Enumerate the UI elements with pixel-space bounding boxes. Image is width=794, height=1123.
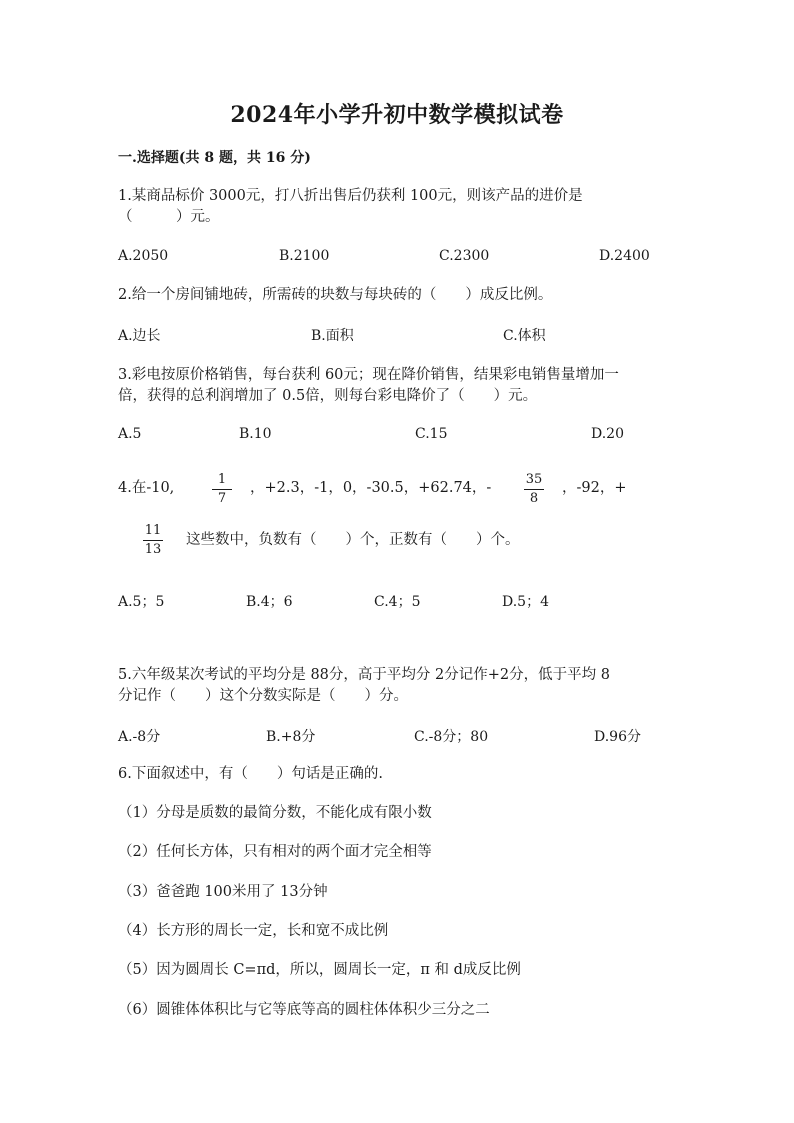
question-1-option-b: B.2100 [279, 248, 330, 264]
question-5-option-c: C.-8分；80 [414, 729, 489, 745]
question-6-statement-3: （3）爸爸跑 100米用了 13分钟 [118, 884, 328, 900]
question-4-option-d: D.5；4 [502, 594, 549, 610]
fraction-11-13 [139, 523, 167, 558]
question-2-option-c: C.体积 [503, 328, 546, 344]
fraction-1-7 [208, 472, 236, 507]
question-3-option-c: C.15 [415, 426, 448, 442]
question-1-text-cont: （ ）元。 [118, 209, 220, 225]
question-3-option-d: D.20 [591, 426, 624, 442]
question-1-text: 1.某商品标价 3000元，打八折出售后仍获利 100元，则该产品的进价是 [118, 188, 583, 204]
fraction-denominator: 7 [217, 491, 227, 506]
question-5-option-b: B.+8分 [266, 729, 316, 745]
question-1-option-d: D.2400 [599, 248, 650, 264]
fraction-numerator: 1 [217, 472, 227, 487]
question-4-text: 4.在-10, [118, 480, 175, 496]
question-1-option-a: A.2050 [118, 248, 169, 264]
question-4-text-cont: 这些数中，负数有（ ）个，正数有（ ）个。 [186, 532, 520, 548]
question-4-numbers-cont: ，-92，+ [562, 480, 627, 496]
question-6-statement-2: （2）任何长方体，只有相对的两个面才完全相等 [118, 844, 432, 860]
fraction-denominator: 13 [144, 542, 162, 557]
section-heading: 一.选择题(共 8 题，共 16 分) [118, 150, 311, 166]
question-3-option-b: B.10 [239, 426, 272, 442]
question-3-text: 3.彩电按原价格销售，每台获利 60元；现在降价销售，结果彩电销售量增加一 [118, 367, 619, 383]
question-3-text-cont: 倍，获得的总利润增加了 0.5倍，则每台彩电降价了（ ）元。 [118, 388, 538, 404]
question-4-option-c: C.4；5 [374, 594, 421, 610]
question-6-statement-5: （5）因为圆周长 C=πd，所以，圆周长一定，π 和 d成反比例 [118, 962, 521, 978]
fraction-numerator: 11 [144, 523, 162, 538]
question-4-option-b: B.4；6 [246, 594, 293, 610]
fraction-numerator: 35 [525, 472, 543, 487]
question-4-numbers: ，+2.3，-1，0，-30.5，+62.74，- [250, 480, 492, 496]
page-title: 2024年小学升初中数学模拟试卷 [230, 102, 564, 128]
question-5-text-cont: 分记作（ ）这个分数实际是（ ）分。 [118, 688, 408, 704]
question-6-statement-1: （1）分母是质数的最简分数，不能化成有限小数 [118, 805, 432, 821]
question-5-text: 5.六年级某次考试的平均分是 88分，高于平均分 2分记作+2分，低于平均 8 [118, 667, 610, 683]
question-6-statement-6: （6）圆锥体体积比与它等底等高的圆柱体体积少三分之二 [118, 1002, 490, 1018]
question-4-option-a: A.5；5 [118, 594, 165, 610]
question-2-option-a: A.边长 [118, 328, 161, 344]
question-3-option-a: A.5 [118, 426, 142, 442]
question-1-option-c: C.2300 [439, 248, 490, 264]
question-2-option-b: B.面积 [311, 328, 354, 344]
fraction-35-8 [520, 472, 548, 507]
fraction-denominator: 8 [529, 491, 539, 506]
question-6-statement-4: （4）长方形的周长一定，长和宽不成比例 [118, 923, 389, 939]
question-5-option-a: A.-8分 [118, 729, 161, 745]
question-5-option-d: D.96分 [594, 729, 641, 745]
question-2-text: 2.给一个房间铺地砖，所需砖的块数与每块砖的（ ）成反比例。 [118, 287, 553, 303]
question-6-text: 6.下面叙述中，有（ ）句话是正确的. [118, 766, 383, 782]
